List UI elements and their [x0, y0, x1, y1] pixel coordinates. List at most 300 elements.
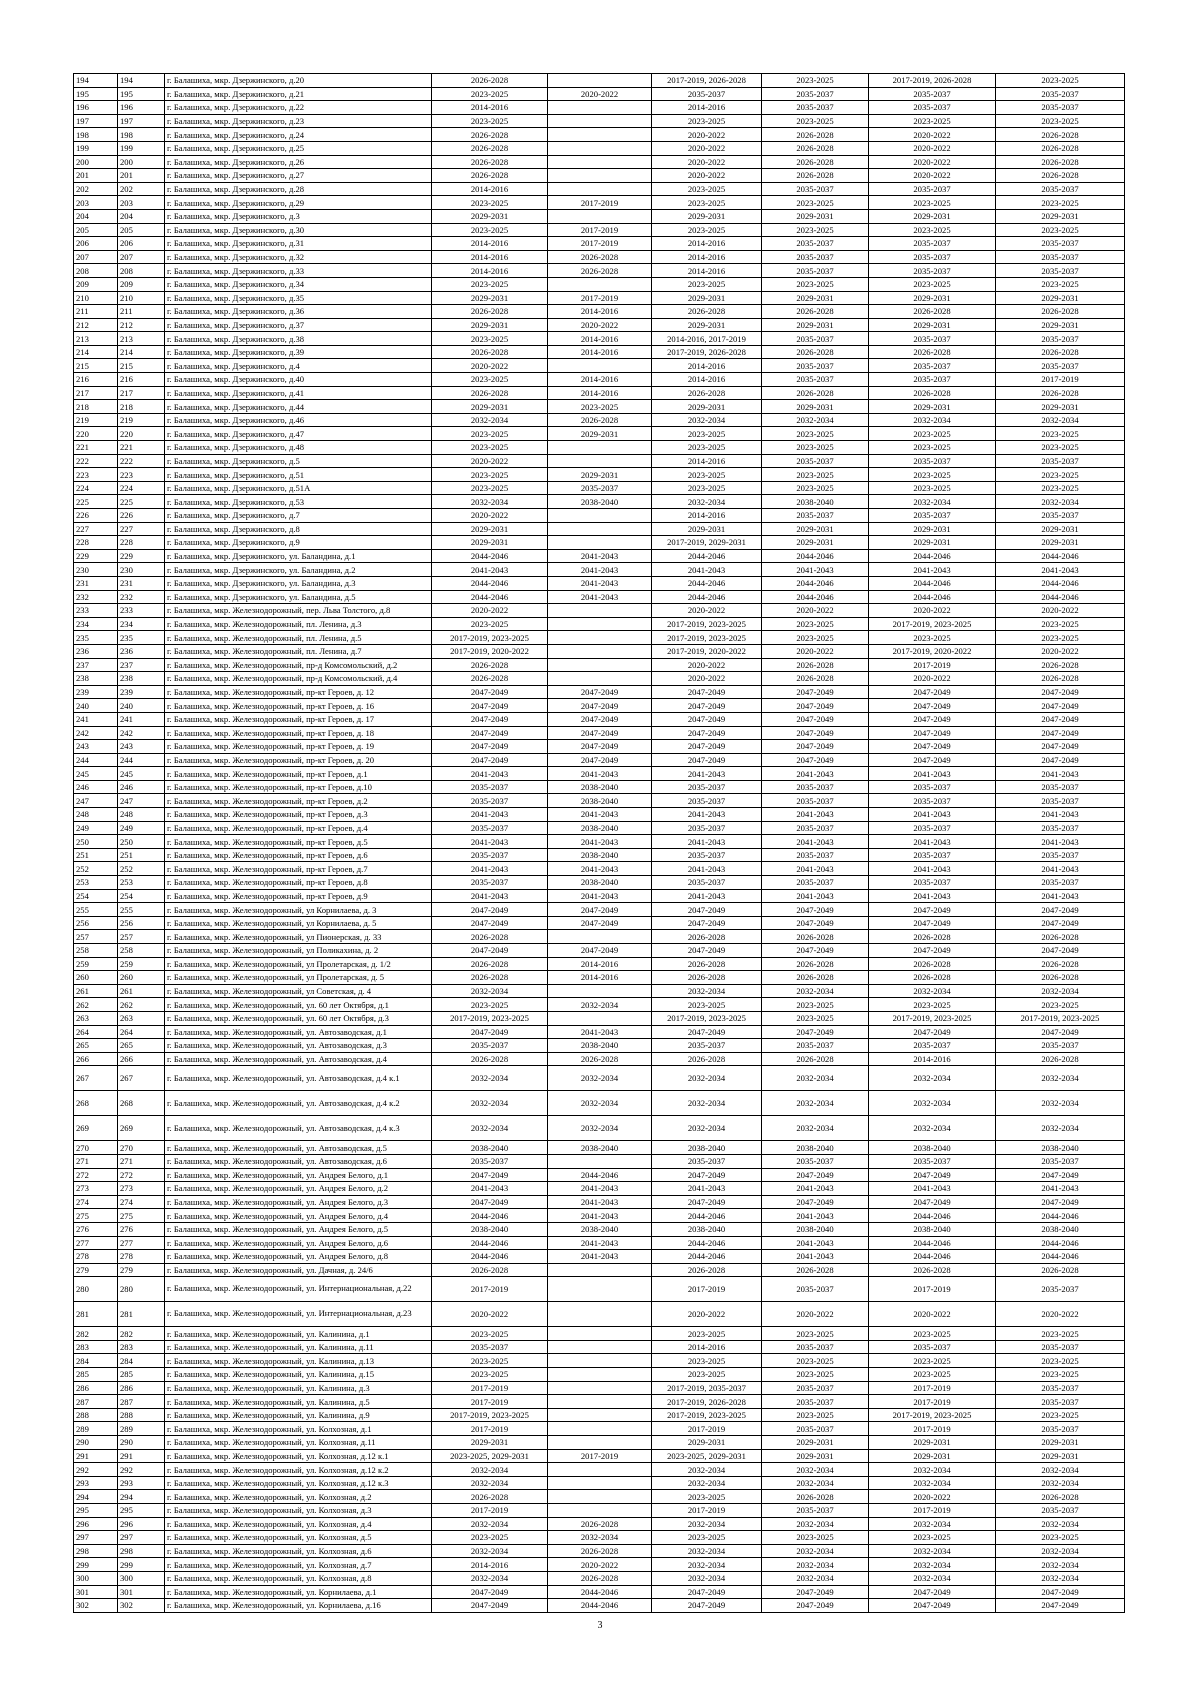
period-cell: 2047-2049: [652, 685, 762, 699]
address-cell: г. Балашиха, мкр. Железнодорожный, ул. Автозаводская, д.4 к.3: [165, 1116, 432, 1141]
period-cell: 2014-2016: [652, 359, 762, 373]
row-number: 253: [74, 876, 118, 890]
period-cell: 2035-2037: [869, 454, 996, 468]
period-cell: 2014-2016: [652, 237, 762, 251]
period-cell: 2023-2025: [869, 998, 996, 1012]
table-row: [74, 1025, 1125, 1039]
period-cell: 2026-2028: [432, 155, 548, 169]
period-cell: 2035-2037: [996, 101, 1125, 115]
period-cell: 2035-2037: [762, 1277, 869, 1302]
period-cell: 2026-2028: [652, 957, 762, 971]
period-cell: 2035-2037: [996, 794, 1125, 808]
address-cell: г. Балашиха, мкр. Дзержинского, ул. Баландина, д.2: [165, 563, 432, 577]
table-row: [74, 876, 1125, 890]
period-cell: 2023-2025: [652, 427, 762, 441]
period-cell: 2029-2031: [869, 1436, 996, 1450]
period-cell: 2017-2019, 2029-2031: [652, 536, 762, 550]
period-cell: 2044-2046: [548, 1585, 652, 1599]
house-id: 235: [118, 631, 165, 645]
period-cell: 2044-2046: [869, 1236, 996, 1250]
table-row: [74, 1277, 1125, 1302]
period-cell: 2041-2043: [548, 1025, 652, 1039]
period-cell: 2023-2025: [652, 481, 762, 495]
address-cell: г. Балашиха, мкр. Дзержинского, д.23: [165, 114, 432, 128]
period-cell: 2029-2031: [869, 400, 996, 414]
period-cell: 2038-2040: [869, 1222, 996, 1236]
table-row: [74, 114, 1125, 128]
period-cell: 2029-2031: [762, 522, 869, 536]
period-cell: 2044-2046: [996, 1209, 1125, 1223]
house-id: 248: [118, 808, 165, 822]
table-row: [74, 87, 1125, 101]
period-cell: 2023-2025: [996, 998, 1125, 1012]
period-cell: 2047-2049: [652, 753, 762, 767]
address-cell: г. Балашиха, мкр. Железнодорожный, ул Пролетарская, д. 5: [165, 971, 432, 985]
period-cell: 2041-2043: [548, 808, 652, 822]
house-id: 243: [118, 740, 165, 754]
period-cell: 2041-2043: [762, 1236, 869, 1250]
table-row: [74, 1381, 1125, 1395]
period-cell: 2023-2025: [869, 1354, 996, 1368]
table-row: [74, 1209, 1125, 1223]
period-cell: 2020-2022: [762, 644, 869, 658]
address-cell: г. Балашиха, мкр. Железнодорожный, ул. 60 лет Октября, д.3: [165, 1011, 432, 1025]
period-cell: 2044-2046: [652, 590, 762, 604]
address-cell: г. Балашиха, мкр. Железнодорожный, пр-кт Героев, д.5: [165, 835, 432, 849]
period-cell: 2023-2025: [432, 114, 548, 128]
house-id: 198: [118, 128, 165, 142]
period-cell: 2044-2046: [996, 590, 1125, 604]
house-id: 284: [118, 1354, 165, 1368]
period-cell: 2041-2043: [869, 767, 996, 781]
row-number: 264: [74, 1025, 118, 1039]
period-cell: 2032-2034: [996, 1116, 1125, 1141]
house-id: 294: [118, 1490, 165, 1504]
house-id: 194: [118, 74, 165, 88]
period-cell: 2029-2031: [996, 209, 1125, 223]
period-cell: 2038-2040: [548, 794, 652, 808]
address-cell: г. Балашиха, мкр. Дзержинского, ул. Баландина, д.5: [165, 590, 432, 604]
house-id: 293: [118, 1476, 165, 1490]
period-cell: [548, 1277, 652, 1302]
period-cell: 2032-2034: [762, 984, 869, 998]
period-cell: 2026-2028: [432, 672, 548, 686]
period-cell: 2047-2049: [762, 740, 869, 754]
house-id: 298: [118, 1544, 165, 1558]
house-id: 213: [118, 332, 165, 346]
period-cell: 2035-2037: [996, 250, 1125, 264]
house-id: 254: [118, 889, 165, 903]
period-cell: 2035-2037: [869, 101, 996, 115]
period-cell: 2023-2025: [432, 481, 548, 495]
period-cell: 2035-2037: [996, 182, 1125, 196]
row-number: 279: [74, 1263, 118, 1277]
period-cell: 2047-2049: [762, 1025, 869, 1039]
period-cell: 2026-2028: [432, 971, 548, 985]
table-row: [74, 277, 1125, 291]
table-row: [74, 549, 1125, 563]
table-row: [74, 740, 1125, 754]
row-number: 265: [74, 1039, 118, 1053]
period-cell: 2023-2025: [548, 400, 652, 414]
period-cell: 2047-2049: [432, 699, 548, 713]
period-cell: 2047-2049: [869, 1195, 996, 1209]
row-number: 297: [74, 1531, 118, 1545]
period-cell: 2026-2028: [652, 971, 762, 985]
period-cell: 2047-2049: [996, 740, 1125, 754]
period-cell: 2044-2046: [548, 1168, 652, 1182]
address-cell: г. Балашиха, мкр. Дзержинского, д.34: [165, 277, 432, 291]
period-cell: 2029-2031: [652, 209, 762, 223]
table-row: [74, 930, 1125, 944]
period-cell: 2032-2034: [869, 1517, 996, 1531]
address-cell: г. Балашиха, мкр. Железнодорожный, ул. Андрея Белого, д.3: [165, 1195, 432, 1209]
house-id: 265: [118, 1039, 165, 1053]
period-cell: 2023-2025: [432, 1531, 548, 1545]
period-cell: 2029-2031: [869, 522, 996, 536]
period-cell: [548, 631, 652, 645]
period-cell: 2047-2049: [548, 753, 652, 767]
house-id: 204: [118, 209, 165, 223]
house-id: 263: [118, 1011, 165, 1025]
address-cell: г. Балашиха, мкр. Железнодорожный, пр-кт Героев, д. 20: [165, 753, 432, 767]
row-number: 288: [74, 1408, 118, 1422]
period-cell: [548, 1302, 652, 1327]
period-cell: 2017-2019: [869, 1381, 996, 1395]
page-number: 3: [597, 1620, 603, 1631]
period-cell: 2047-2049: [996, 1025, 1125, 1039]
period-cell: 2026-2028: [996, 658, 1125, 672]
address-cell: г. Балашиха, мкр. Железнодорожный, ул. Автозаводская, д.3: [165, 1039, 432, 1053]
period-cell: 2023-2025: [996, 1408, 1125, 1422]
period-cell: 2041-2043: [652, 862, 762, 876]
row-number: 231: [74, 576, 118, 590]
table-row: [74, 250, 1125, 264]
period-cell: 2047-2049: [869, 1599, 996, 1613]
period-cell: 2017-2019: [869, 658, 996, 672]
period-cell: 2029-2031: [652, 318, 762, 332]
period-cell: 2041-2043: [762, 1182, 869, 1196]
period-cell: 2032-2034: [548, 1091, 652, 1116]
period-cell: 2023-2025: [652, 196, 762, 210]
table-row: [74, 359, 1125, 373]
address-cell: г. Балашиха, мкр. Дзержинского, д.33: [165, 264, 432, 278]
row-number: 215: [74, 359, 118, 373]
period-cell: 2035-2037: [996, 1039, 1125, 1053]
address-cell: г. Балашиха, мкр. Дзержинского, д.39: [165, 345, 432, 359]
address-cell: г. Балашиха, мкр. Дзержинского, д.9: [165, 536, 432, 550]
house-id: 299: [118, 1558, 165, 1572]
period-cell: 2041-2043: [548, 576, 652, 590]
period-cell: 2047-2049: [996, 753, 1125, 767]
period-cell: 2035-2037: [869, 250, 996, 264]
period-cell: 2026-2028: [996, 672, 1125, 686]
period-cell: 2047-2049: [869, 685, 996, 699]
table-row: [74, 509, 1125, 523]
table-row: [74, 223, 1125, 237]
house-id: 218: [118, 400, 165, 414]
house-id: 262: [118, 998, 165, 1012]
period-cell: 2035-2037: [996, 1340, 1125, 1354]
row-number: 260: [74, 971, 118, 985]
row-number: 237: [74, 658, 118, 672]
row-number: 298: [74, 1544, 118, 1558]
address-cell: г. Балашиха, мкр. Дзержинского, д.8: [165, 522, 432, 536]
address-cell: г. Балашиха, мкр. Железнодорожный, ул. Автозаводская, д.4 к.1: [165, 1066, 432, 1091]
period-cell: 2035-2037: [762, 87, 869, 101]
table-row: [74, 400, 1125, 414]
period-cell: 2032-2034: [869, 1476, 996, 1490]
period-cell: 2020-2022: [869, 128, 996, 142]
house-id: 205: [118, 223, 165, 237]
row-number: 196: [74, 101, 118, 115]
row-number: 207: [74, 250, 118, 264]
period-cell: 2032-2034: [652, 984, 762, 998]
period-cell: 2017-2019: [869, 1504, 996, 1518]
row-number: 291: [74, 1449, 118, 1463]
table-row: [74, 944, 1125, 958]
period-cell: 2038-2040: [652, 1141, 762, 1155]
period-cell: 2029-2031: [996, 400, 1125, 414]
table-row: [74, 835, 1125, 849]
row-number: 201: [74, 169, 118, 183]
period-cell: 2023-2025: [869, 1327, 996, 1341]
house-id: 219: [118, 413, 165, 427]
house-id: 278: [118, 1250, 165, 1264]
period-cell: 2026-2028: [652, 1052, 762, 1066]
row-number: 296: [74, 1517, 118, 1531]
period-cell: 2032-2034: [652, 1571, 762, 1585]
period-cell: 2023-2025: [652, 223, 762, 237]
address-cell: г. Балашиха, мкр. Железнодорожный, пр-кт Героев, д.4: [165, 821, 432, 835]
address-cell: г. Балашиха, мкр. Дзержинского, д.5: [165, 454, 432, 468]
period-cell: 2023-2025: [652, 1490, 762, 1504]
house-id: 302: [118, 1599, 165, 1613]
row-number: 235: [74, 631, 118, 645]
period-cell: 2032-2034: [432, 984, 548, 998]
address-cell: г. Балашиха, мкр. Дзержинского, д.26: [165, 155, 432, 169]
period-cell: 2047-2049: [869, 712, 996, 726]
row-number: 222: [74, 454, 118, 468]
period-cell: 2035-2037: [432, 848, 548, 862]
table-row: [74, 1531, 1125, 1545]
period-cell: 2032-2034: [869, 1091, 996, 1116]
period-cell: 2032-2034: [432, 1116, 548, 1141]
house-id: 285: [118, 1368, 165, 1382]
period-cell: 2035-2037: [432, 794, 548, 808]
period-cell: 2035-2037: [996, 509, 1125, 523]
period-cell: 2023-2025: [762, 1531, 869, 1545]
period-cell: 2035-2037: [996, 332, 1125, 346]
period-cell: 2035-2037: [762, 876, 869, 890]
row-number: 209: [74, 277, 118, 291]
period-cell: 2026-2028: [432, 74, 548, 88]
table-row: [74, 1436, 1125, 1450]
table-row: [74, 821, 1125, 835]
house-id: 268: [118, 1091, 165, 1116]
period-cell: 2017-2019: [548, 196, 652, 210]
period-cell: 2026-2028: [652, 305, 762, 319]
table-row: [74, 1222, 1125, 1236]
period-cell: 2032-2034: [432, 1463, 548, 1477]
table-row: [74, 468, 1125, 482]
row-number: 194: [74, 74, 118, 88]
address-cell: г. Балашиха, мкр. Железнодорожный, пр-кт Героев, д. 19: [165, 740, 432, 754]
period-cell: 2032-2034: [869, 1463, 996, 1477]
period-cell: 2035-2037: [762, 848, 869, 862]
address-cell: г. Балашиха, мкр. Железнодорожный, ул. Колхозная, д.1: [165, 1422, 432, 1436]
period-cell: 2047-2049: [432, 903, 548, 917]
period-cell: [548, 1476, 652, 1490]
address-cell: г. Балашиха, мкр. Железнодорожный, ул. Андрея Белого, д.8: [165, 1250, 432, 1264]
row-number: 225: [74, 495, 118, 509]
period-cell: 2035-2037: [996, 359, 1125, 373]
row-number: 267: [74, 1066, 118, 1091]
period-cell: 2035-2037: [869, 237, 996, 251]
row-number: 200: [74, 155, 118, 169]
period-cell: 2035-2037: [762, 1039, 869, 1053]
house-id: 273: [118, 1182, 165, 1196]
period-cell: 2014-2016: [652, 454, 762, 468]
row-number: 258: [74, 944, 118, 958]
period-cell: 2026-2028: [432, 128, 548, 142]
period-cell: 2035-2037: [762, 237, 869, 251]
period-cell: 2017-2019, 2026-2028: [652, 74, 762, 88]
house-id: 247: [118, 794, 165, 808]
period-cell: 2029-2031: [869, 291, 996, 305]
period-cell: 2047-2049: [548, 712, 652, 726]
house-id: 264: [118, 1025, 165, 1039]
period-cell: 2023-2025: [652, 1327, 762, 1341]
row-number: 294: [74, 1490, 118, 1504]
table-row: [74, 644, 1125, 658]
house-id: 241: [118, 712, 165, 726]
table-row: [74, 332, 1125, 346]
period-cell: 2041-2043: [762, 563, 869, 577]
period-cell: 2032-2034: [652, 1116, 762, 1141]
address-cell: г. Балашиха, мкр. Железнодорожный, ул. Автозаводская, д.5: [165, 1141, 432, 1155]
period-cell: 2026-2028: [996, 930, 1125, 944]
row-number: 216: [74, 373, 118, 387]
period-cell: 2032-2034: [432, 1517, 548, 1531]
table-row: [74, 1504, 1125, 1518]
house-id: 283: [118, 1340, 165, 1354]
row-number: 212: [74, 318, 118, 332]
period-cell: 2032-2034: [652, 413, 762, 427]
period-cell: 2047-2049: [652, 903, 762, 917]
house-id: 197: [118, 114, 165, 128]
period-cell: [548, 1463, 652, 1477]
period-cell: 2035-2037: [869, 509, 996, 523]
table-row: [74, 237, 1125, 251]
period-cell: [548, 1340, 652, 1354]
row-number: 226: [74, 509, 118, 523]
period-cell: 2044-2046: [869, 576, 996, 590]
period-cell: 2017-2019: [652, 1277, 762, 1302]
house-id: 256: [118, 916, 165, 930]
period-cell: 2014-2016: [432, 182, 548, 196]
address-cell: г. Балашиха, мкр. Железнодорожный, ул. Калинина, д.11: [165, 1340, 432, 1354]
period-cell: 2032-2034: [652, 1463, 762, 1477]
period-cell: 2026-2028: [432, 169, 548, 183]
period-cell: 2014-2016, 2017-2019: [652, 332, 762, 346]
period-cell: 2017-2019, 2020-2022: [652, 644, 762, 658]
period-cell: 2020-2022: [996, 604, 1125, 618]
address-cell: г. Балашиха, мкр. Дзержинского, д.51А: [165, 481, 432, 495]
period-cell: 2032-2034: [652, 1558, 762, 1572]
period-cell: 2017-2019, 2023-2025: [869, 1408, 996, 1422]
house-id: 196: [118, 101, 165, 115]
period-cell: 2047-2049: [432, 1168, 548, 1182]
row-number: 300: [74, 1571, 118, 1585]
period-cell: 2029-2031: [996, 536, 1125, 550]
period-cell: 2017-2019, 2026-2028: [652, 345, 762, 359]
period-cell: 2032-2034: [869, 1558, 996, 1572]
period-cell: 2029-2031: [652, 291, 762, 305]
house-id: 275: [118, 1209, 165, 1223]
period-cell: 2032-2034: [652, 1544, 762, 1558]
period-cell: 2044-2046: [996, 576, 1125, 590]
period-cell: 2026-2028: [869, 930, 996, 944]
address-cell: г. Балашиха, мкр. Железнодорожный, пр-кт Героев, д. 17: [165, 712, 432, 726]
period-cell: 2047-2049: [762, 1585, 869, 1599]
period-cell: 2047-2049: [432, 726, 548, 740]
period-cell: 2047-2049: [869, 753, 996, 767]
period-cell: 2047-2049: [432, 1599, 548, 1613]
period-cell: [548, 658, 652, 672]
row-number: 269: [74, 1116, 118, 1141]
period-cell: 2026-2028: [548, 1517, 652, 1531]
period-cell: 2038-2040: [548, 1141, 652, 1155]
period-cell: 2023-2025: [996, 196, 1125, 210]
period-cell: 2047-2049: [996, 699, 1125, 713]
period-cell: 2035-2037: [869, 373, 996, 387]
period-cell: [548, 1395, 652, 1409]
address-cell: г. Балашиха, мкр. Дзержинского, д.22: [165, 101, 432, 115]
table-row: [74, 1463, 1125, 1477]
period-cell: 2047-2049: [869, 740, 996, 754]
period-cell: [548, 441, 652, 455]
period-cell: 2038-2040: [548, 1039, 652, 1053]
period-cell: 2020-2022: [762, 1302, 869, 1327]
period-cell: 2044-2046: [996, 1236, 1125, 1250]
period-cell: 2026-2028: [432, 305, 548, 319]
row-number: 249: [74, 821, 118, 835]
period-cell: 2035-2037: [869, 1039, 996, 1053]
address-cell: г. Балашиха, мкр. Железнодорожный, пр-кт Героев, д.7: [165, 862, 432, 876]
table-row: [74, 889, 1125, 903]
period-cell: 2032-2034: [869, 1116, 996, 1141]
row-number: 203: [74, 196, 118, 210]
period-cell: 2035-2037: [869, 821, 996, 835]
row-number: 198: [74, 128, 118, 142]
period-cell: 2032-2034: [762, 1571, 869, 1585]
period-cell: 2020-2022: [548, 87, 652, 101]
table-row: [74, 848, 1125, 862]
period-cell: 2017-2019, 2023-2025: [869, 1011, 996, 1025]
period-cell: 2047-2049: [869, 1585, 996, 1599]
row-number: 282: [74, 1327, 118, 1341]
period-cell: 2035-2037: [869, 264, 996, 278]
house-id: 212: [118, 318, 165, 332]
period-cell: 2041-2043: [652, 808, 762, 822]
period-cell: 2047-2049: [432, 712, 548, 726]
table-row: [74, 169, 1125, 183]
row-number: 275: [74, 1209, 118, 1223]
address-cell: г. Балашиха, мкр. Дзержинского, д.41: [165, 386, 432, 400]
period-cell: 2032-2034: [762, 1463, 869, 1477]
period-cell: 2020-2022: [652, 128, 762, 142]
